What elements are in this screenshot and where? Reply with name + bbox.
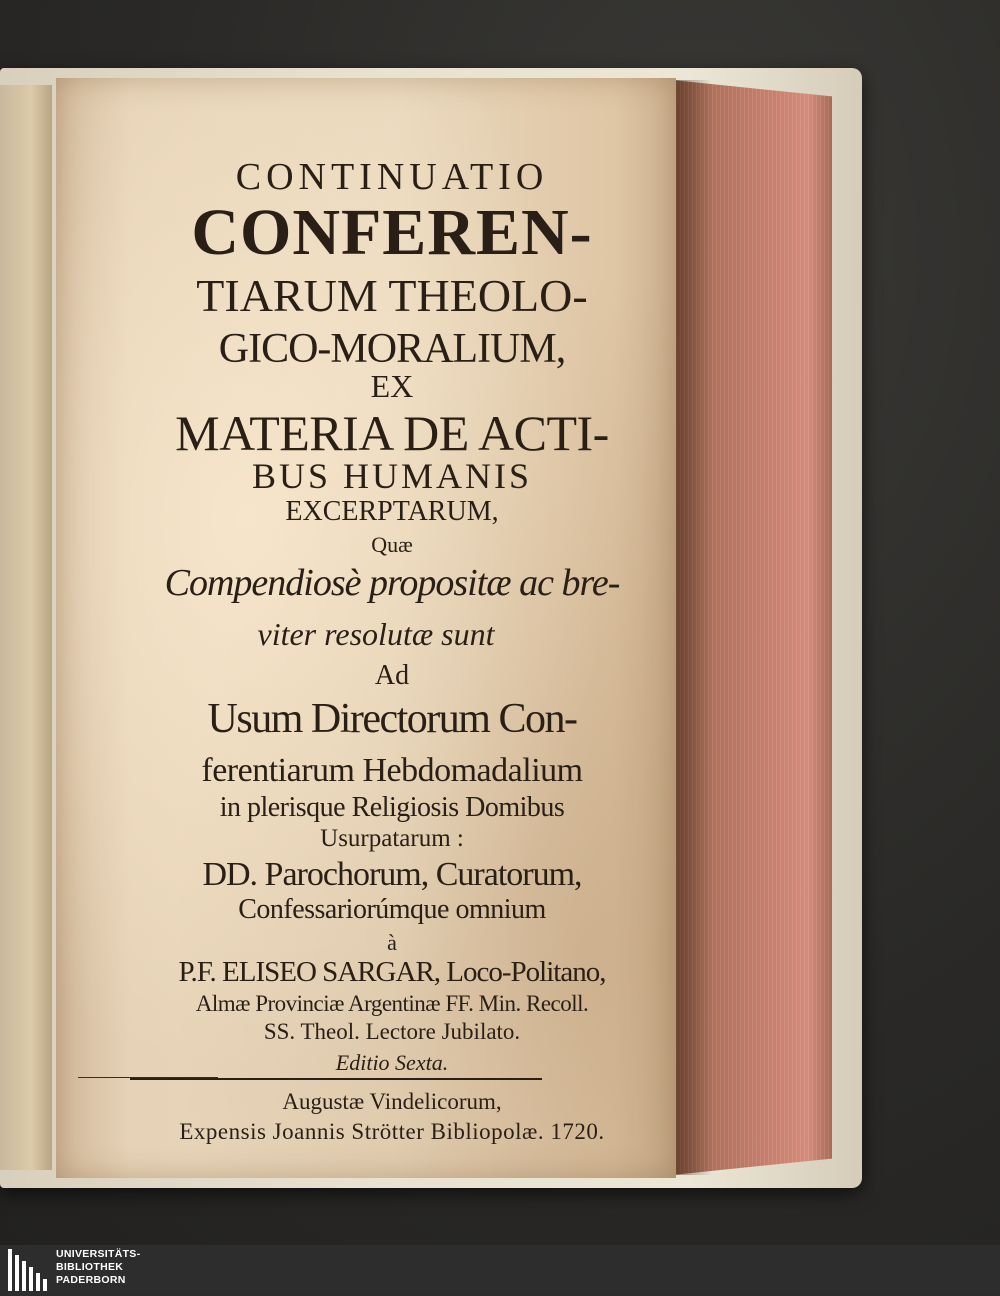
logo-text-line1: UNIVERSITÄTS-: [56, 1248, 141, 1260]
title-line-ad: Ad: [374, 660, 410, 691]
title-line-confessariorum: Confessariorúmque omnium: [238, 894, 546, 925]
title-line-compendiose: Compendiosè propositæ ac bre-: [164, 562, 620, 604]
title-line-bus-humanis: BUS HUMANIS: [251, 456, 533, 496]
title-line-viter: viter resolutæ sunt: [257, 616, 495, 652]
title-page: [56, 78, 676, 1178]
title-line-in-plerisque: in plerisque Religiosis Domibus: [219, 792, 565, 823]
library-footer: [0, 1245, 1000, 1295]
title-line-materia: MATERIA DE ACTI-: [175, 405, 609, 461]
imprint-publisher: Expensis Joannis Strötter Bibliopolæ. 1720.: [179, 1119, 605, 1144]
title-line-editio: Editio Sexta.: [335, 1050, 449, 1075]
left-facing-page: [0, 85, 52, 1170]
title-line-quae: Quæ: [371, 532, 413, 557]
fore-edge-shadow: [672, 80, 712, 1175]
title-line-a: à: [387, 930, 397, 955]
title-line-ferentiarum: ferentiarum Hebdomadalium: [201, 752, 583, 789]
title-line-ex: EX: [370, 368, 414, 404]
title-line-excerptarum: EXCERPTARUM,: [285, 496, 499, 527]
imprint-rule: [130, 1078, 542, 1080]
logo-text-line2: BIBLIOTHEK: [56, 1261, 124, 1273]
library-bars-icon: [6, 1249, 50, 1291]
title-line-parochorum: DD. Parochorum, Curatorum,: [202, 856, 582, 893]
title-line-author: P.F. ELISEO SARGAR, Loco-Politano,: [178, 956, 606, 988]
imprint-place: Augustæ Vindelicorum,: [282, 1089, 502, 1114]
title-line-lectore: SS. Theol. Lectore Jubilato.: [263, 1019, 521, 1044]
title-line-tiarum: TIARUM THEOLO-: [196, 270, 588, 321]
title-line-conferen: CONFEREN-: [191, 196, 593, 269]
title-line-usum: Usum Directorum Con-: [207, 696, 577, 742]
logo-text-line3: PADERBORN: [56, 1274, 126, 1286]
title-line-continuatio: CONTINUATIO: [235, 156, 549, 198]
title-line-provincia: Almæ Provinciæ Argentinæ FF. Min. Recoll.: [195, 991, 589, 1016]
title-line-usurpatarum: Usurpatarum :: [320, 825, 464, 852]
title-line-gico-moralium: GICO-MORALIUM,: [218, 326, 566, 372]
